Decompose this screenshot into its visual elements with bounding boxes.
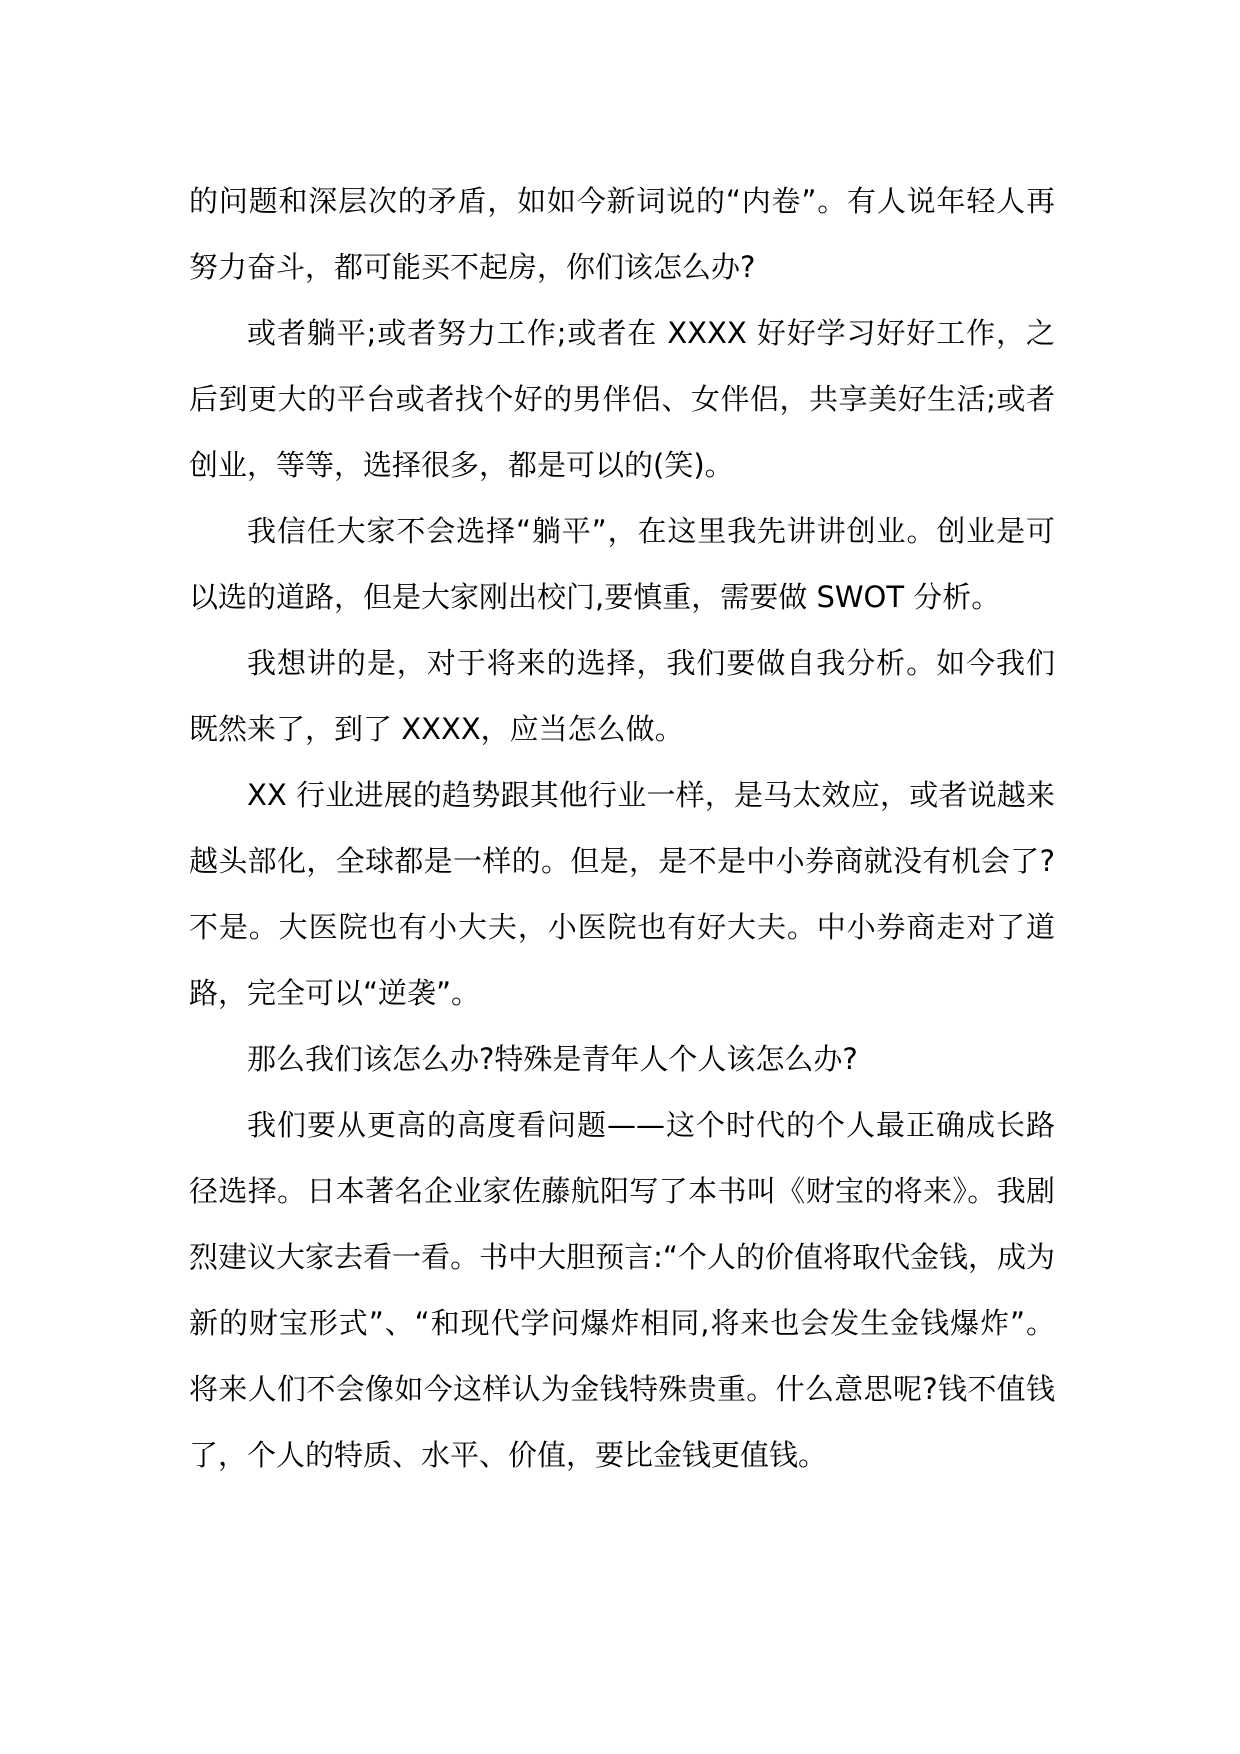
paragraph-7: 我们要从更高的高度看问题——这个时代的个人最正确成长路径选择。日本著名企业家佐藤航阳写了本书叫《财宝的将来》。我剧烈建议大家去看一看。书中大胆预言:“个人的价值将取代金钱，成为新的财宝形式”、“和现代学问爆炸相同,将来也会发生金钱爆炸”。将来人们不会像如今这样认为金钱特殊贵重。什么意思呢?钱不值钱了，个人的特质、水平、价值，要比金钱更值钱。 xyxy=(189,1108,1055,1472)
body-text xyxy=(189,168,1055,1488)
paragraph-2: 或者躺平;或者努力工作;或者在 XXXX 好好学习好好工作，之后到更大的平台或者找个好的男伴侣、女伴侣，共享美好生活;或者创业，等等，选择很多，都是可以的(笑)。 xyxy=(189,316,1055,482)
paragraph-4: 我想讲的是，对于将来的选择，我们要做自我分析。如今我们既然来了，到了 XXXX，应当怎么做。 xyxy=(189,646,1055,746)
paragraph-3: 我信任大家不会选择“躺平”，在这里我先讲讲创业。创业是可以选的道路，但是大家刚出校门,要慎重，需要做 SWOT 分析。 xyxy=(189,514,1055,614)
paragraph-1: 的问题和深层次的矛盾，如如今新词说的“内卷”。有人说年轻人再努力奋斗，都可能买不起房，你们该怎么办? xyxy=(189,184,1055,284)
paragraph-5: XX 行业进展的趋势跟其他行业一样，是马太效应，或者说越来越头部化，全球都是一样的。但是，是不是中小券商就没有机会了?不是。大医院也有小大夫，小医院也有好大夫。中小券商走对了道路，完全可以“逆袭”。 xyxy=(189,778,1055,1010)
paragraph-6: 那么我们该怎么办?特殊是青年人个人该怎么办? xyxy=(247,1042,858,1076)
